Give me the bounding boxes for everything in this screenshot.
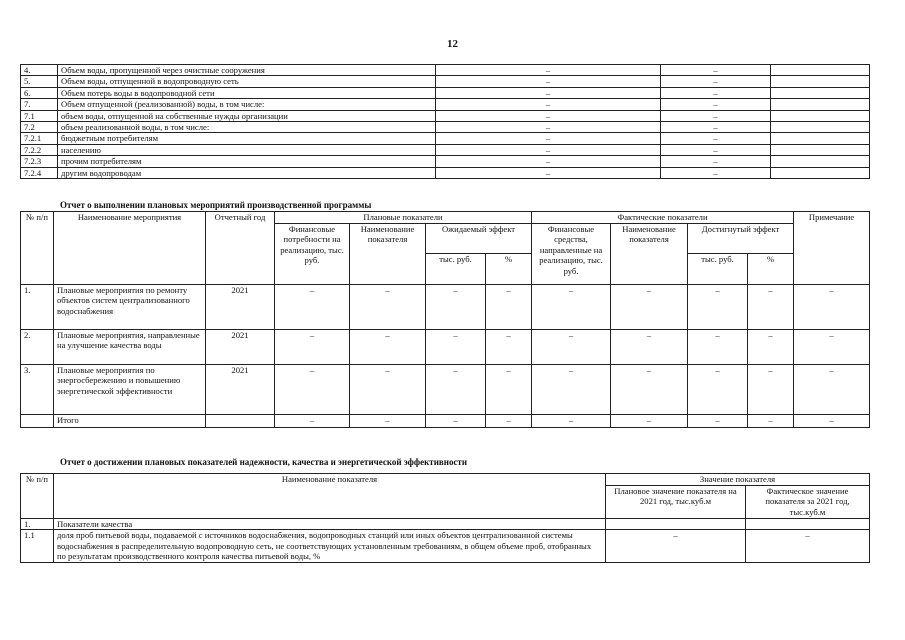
row-fact-value: – bbox=[661, 133, 771, 144]
row-name: населению bbox=[58, 144, 436, 155]
activities-table-body bbox=[21, 284, 870, 427]
row-number: 2. bbox=[21, 329, 54, 364]
activities-table bbox=[20, 211, 870, 428]
row-value: – bbox=[611, 364, 688, 414]
header-fact-fin: Финансовые средства, направленные на реализацию, тыс. руб. bbox=[532, 223, 611, 284]
row-name: бюджетным потребителям bbox=[58, 133, 436, 144]
row-empty-cell bbox=[771, 65, 870, 76]
row-plan-value: – bbox=[436, 65, 661, 76]
table-row bbox=[21, 530, 870, 563]
header-year: Отчетный год bbox=[206, 212, 275, 285]
header-plan-fin: Финансовые потребности на реализацию, тыс. руб. bbox=[275, 223, 350, 284]
row-plan-value: – bbox=[436, 144, 661, 155]
row-value: – bbox=[688, 329, 748, 364]
header-fact-effect: Достигнутый эффект bbox=[688, 223, 794, 254]
row-number: 7.2.3 bbox=[21, 156, 58, 167]
section3-title: Отчет о достижении плановых показателей надежности, качества и энергетической эффективности bbox=[60, 457, 468, 467]
row-empty-cell bbox=[771, 121, 870, 132]
row-value: – bbox=[486, 284, 532, 329]
table-row bbox=[21, 110, 870, 121]
row-value: – bbox=[688, 364, 748, 414]
row-name: объем реализованной воды, в том числе: bbox=[58, 121, 436, 132]
row-value: – bbox=[794, 284, 870, 329]
row-fact-value: – bbox=[661, 167, 771, 178]
row-fact-value bbox=[746, 518, 870, 530]
row-value: – bbox=[350, 329, 426, 364]
header-plan-indicator: Наименование показателя bbox=[350, 223, 426, 284]
row-name: Показатели качества bbox=[54, 518, 606, 530]
header-plan-value: Плановое значение показателя на 2021 год, тыс.куб.м bbox=[606, 485, 746, 518]
row-number: 7.1 bbox=[21, 110, 58, 121]
row-empty-cell bbox=[771, 144, 870, 155]
row-number: 7. bbox=[21, 99, 58, 110]
row-value: – bbox=[748, 284, 794, 329]
volume-table bbox=[20, 64, 870, 179]
table-row bbox=[21, 76, 870, 87]
row-plan-value: – bbox=[436, 99, 661, 110]
row-value: – bbox=[748, 414, 794, 427]
table-row bbox=[21, 144, 870, 155]
row-value: – bbox=[688, 414, 748, 427]
row-name: Объем потерь воды в водопроводной сети bbox=[58, 87, 436, 98]
header-indicator-name: Наименование показателя bbox=[54, 474, 606, 519]
table-row bbox=[21, 133, 870, 144]
row-value: – bbox=[532, 284, 611, 329]
row-empty-cell bbox=[771, 110, 870, 121]
row-name: прочим потребителям bbox=[58, 156, 436, 167]
row-name: доля проб питьевой воды, подаваемой с источников водоснабжения, водопроводных станций или иных объектов централизованной системы водоснабжения в распределительную водопроводную сеть, не соответствующих установленным требованиям, в общем объеме проб, отобранных по результатам производственного контроля качества питьевой воды, % bbox=[54, 530, 606, 563]
row-value: – bbox=[486, 414, 532, 427]
row-fact-value: – bbox=[661, 144, 771, 155]
row-value: – bbox=[426, 329, 486, 364]
row-value: – bbox=[611, 284, 688, 329]
header-plan-effect-rub: тыс. руб. bbox=[426, 254, 486, 285]
header-activity-name: Наименование мероприятия bbox=[54, 212, 206, 285]
row-number: 7.2.2 bbox=[21, 144, 58, 155]
row-value: – bbox=[350, 364, 426, 414]
row-name: Плановые мероприятия, направленные на улучшение качества воды bbox=[54, 329, 206, 364]
row-name: Итого bbox=[54, 414, 206, 427]
row-value: – bbox=[426, 284, 486, 329]
header-num: № п/п bbox=[21, 212, 54, 285]
row-value: – bbox=[748, 364, 794, 414]
row-number: 7.2.1 bbox=[21, 133, 58, 144]
table-row bbox=[21, 414, 870, 427]
row-name: другим водопроводам bbox=[58, 167, 436, 178]
header-fact-effect-pct: % bbox=[748, 254, 794, 285]
row-empty-cell bbox=[771, 133, 870, 144]
row-value: – bbox=[275, 284, 350, 329]
row-value: – bbox=[426, 414, 486, 427]
row-value: – bbox=[532, 414, 611, 427]
row-value: – bbox=[426, 364, 486, 414]
header-plan-group: Плановые показатели bbox=[275, 212, 532, 224]
row-year: 2021 bbox=[206, 329, 275, 364]
volume-table-body bbox=[21, 65, 870, 179]
row-value: – bbox=[532, 329, 611, 364]
table-row bbox=[21, 87, 870, 98]
indicators-table-body bbox=[21, 518, 870, 562]
row-empty-cell bbox=[771, 156, 870, 167]
row-plan-value: – bbox=[436, 76, 661, 87]
row-value: – bbox=[350, 414, 426, 427]
row-name: объем воды, отпущенной на собственные нужды организации bbox=[58, 110, 436, 121]
row-number: 1. bbox=[21, 518, 54, 530]
page-number: 12 bbox=[447, 38, 458, 50]
row-number: 6. bbox=[21, 87, 58, 98]
row-empty-cell bbox=[771, 167, 870, 178]
table-row bbox=[21, 167, 870, 178]
row-value: – bbox=[350, 284, 426, 329]
row-year: 2021 bbox=[206, 284, 275, 329]
row-empty-cell bbox=[771, 76, 870, 87]
row-name: Объем воды, отпущенной в водопроводную сеть bbox=[58, 76, 436, 87]
row-plan-value: – bbox=[436, 110, 661, 121]
row-fact-value: – bbox=[661, 65, 771, 76]
row-number bbox=[21, 414, 54, 427]
row-plan-value: – bbox=[606, 530, 746, 563]
row-number: 4. bbox=[21, 65, 58, 76]
row-value: – bbox=[275, 329, 350, 364]
row-value: – bbox=[486, 329, 532, 364]
row-plan-value: – bbox=[436, 87, 661, 98]
header-plan-effect-pct: % bbox=[486, 254, 532, 285]
row-number: 1.1 bbox=[21, 530, 54, 563]
row-year: 2021 bbox=[206, 364, 275, 414]
row-fact-value: – bbox=[746, 530, 870, 563]
row-value: – bbox=[794, 329, 870, 364]
table-row bbox=[21, 364, 870, 414]
row-plan-value bbox=[606, 518, 746, 530]
row-number: 3. bbox=[21, 364, 54, 414]
row-value: – bbox=[794, 364, 870, 414]
row-value: – bbox=[486, 364, 532, 414]
row-fact-value: – bbox=[661, 76, 771, 87]
row-year bbox=[206, 414, 275, 427]
row-fact-value: – bbox=[661, 110, 771, 121]
indicators-table bbox=[20, 473, 870, 563]
table-row bbox=[21, 99, 870, 110]
table-row bbox=[21, 329, 870, 364]
header-fact-group: Фактические показатели bbox=[532, 212, 794, 224]
row-value: – bbox=[688, 284, 748, 329]
table-row bbox=[21, 284, 870, 329]
row-value: – bbox=[275, 414, 350, 427]
row-plan-value: – bbox=[436, 121, 661, 132]
row-plan-value: – bbox=[436, 133, 661, 144]
row-fact-value: – bbox=[661, 121, 771, 132]
row-name: Объем отпущенной (реализованной) воды, в том числе: bbox=[58, 99, 436, 110]
row-plan-value: – bbox=[436, 167, 661, 178]
row-fact-value: – bbox=[661, 87, 771, 98]
table-row bbox=[21, 518, 870, 530]
row-value: – bbox=[794, 414, 870, 427]
header-num: № п/п bbox=[21, 474, 54, 519]
row-empty-cell bbox=[771, 99, 870, 110]
row-plan-value: – bbox=[436, 156, 661, 167]
row-name: Объем воды, пропущенной через очистные сооружения bbox=[58, 65, 436, 76]
row-fact-value: – bbox=[661, 99, 771, 110]
row-value: – bbox=[611, 414, 688, 427]
header-value-group: Значение показателя bbox=[606, 474, 870, 486]
row-number: 7.2 bbox=[21, 121, 58, 132]
row-number: 1. bbox=[21, 284, 54, 329]
header-note: Примечание bbox=[794, 212, 870, 285]
header-fact-value: Фактическое значение показателя за 2021 год, тыс.куб.м bbox=[746, 485, 870, 518]
header-fact-indicator: Наименование показателя bbox=[611, 223, 688, 284]
header-plan-effect: Ожидаемый эффект bbox=[426, 223, 532, 254]
row-value: – bbox=[275, 364, 350, 414]
row-value: – bbox=[748, 329, 794, 364]
table-row bbox=[21, 121, 870, 132]
row-name: Плановые мероприятия по ремонту объектов систем централизованного водоснабжения bbox=[54, 284, 206, 329]
row-value: – bbox=[532, 364, 611, 414]
table-row bbox=[21, 65, 870, 76]
section2-title: Отчет о выполнении плановых мероприятий производственной программы bbox=[60, 200, 372, 210]
table-row bbox=[21, 156, 870, 167]
row-number: 5. bbox=[21, 76, 58, 87]
header-fact-effect-rub: тыс. руб. bbox=[688, 254, 748, 285]
row-name: Плановые мероприятия по энергосбережению и повышению энергетической эффективности bbox=[54, 364, 206, 414]
row-fact-value: – bbox=[661, 156, 771, 167]
row-value: – bbox=[611, 329, 688, 364]
row-number: 7.2.4 bbox=[21, 167, 58, 178]
row-empty-cell bbox=[771, 87, 870, 98]
